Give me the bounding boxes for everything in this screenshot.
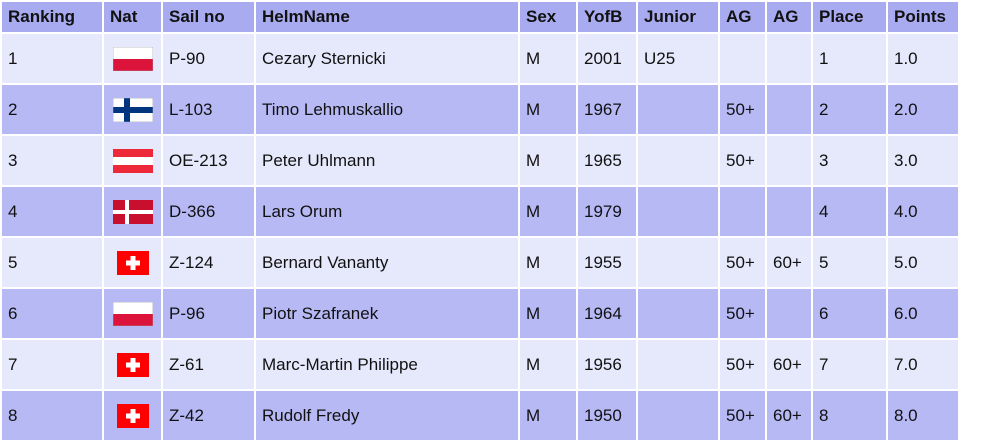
cell-place: 6	[813, 289, 886, 338]
cell-place: 4	[813, 187, 886, 236]
cell-yofb: 1965	[578, 136, 636, 185]
table-row	[2, 340, 958, 389]
cell-junior	[638, 340, 718, 389]
cell-helm-name: Timo Lehmuskallio	[256, 85, 518, 134]
cell-points: 7.0	[888, 340, 958, 389]
cell-junior	[638, 187, 718, 236]
cell-yofb: 1979	[578, 187, 636, 236]
cell-nat	[104, 85, 161, 134]
cell-points: 5.0	[888, 238, 958, 287]
cell-yofb: 1950	[578, 391, 636, 440]
cell-ag-1: 50+	[720, 289, 765, 338]
cell-sail-no: P-96	[163, 289, 254, 338]
cell-helm-name: Lars Orum	[256, 187, 518, 236]
cell-sail-no: L-103	[163, 85, 254, 134]
switzerland-flag-icon	[113, 353, 153, 377]
cell-ag-2: 60+	[767, 340, 811, 389]
table-row	[2, 136, 958, 185]
table-row	[2, 289, 958, 338]
cell-points: 2.0	[888, 85, 958, 134]
cell-ranking: 5	[2, 238, 102, 287]
cell-sex: M	[520, 85, 576, 134]
cell-yofb: 1956	[578, 340, 636, 389]
cell-sail-no: Z-42	[163, 391, 254, 440]
header-row	[2, 2, 958, 32]
cell-helm-name: Peter Uhlmann	[256, 136, 518, 185]
cell-sex: M	[520, 136, 576, 185]
header-ranking: Ranking	[2, 2, 102, 32]
cell-ag-2	[767, 34, 811, 83]
header-junior: Junior	[638, 2, 718, 32]
cell-points: 1.0	[888, 34, 958, 83]
header-ag-1: AG	[720, 2, 765, 32]
cell-nat	[104, 340, 161, 389]
cell-points: 3.0	[888, 136, 958, 185]
switzerland-flag-icon	[113, 404, 153, 428]
cell-nat	[104, 34, 161, 83]
cell-nat	[104, 289, 161, 338]
cell-ranking: 2	[2, 85, 102, 134]
header-helm-name: HelmName	[256, 2, 518, 32]
cell-yofb: 2001	[578, 34, 636, 83]
cell-ag-1: 50+	[720, 238, 765, 287]
austria-flag-icon	[113, 149, 153, 173]
table-row	[2, 34, 958, 83]
cell-ranking: 6	[2, 289, 102, 338]
cell-yofb: 1967	[578, 85, 636, 134]
cell-ag-2: 60+	[767, 391, 811, 440]
cell-junior: U25	[638, 34, 718, 83]
cell-ag-2	[767, 136, 811, 185]
cell-nat	[104, 238, 161, 287]
cell-sex: M	[520, 238, 576, 287]
cell-junior	[638, 85, 718, 134]
table-row	[2, 391, 958, 440]
cell-ag-1: 50+	[720, 136, 765, 185]
cell-junior	[638, 136, 718, 185]
header-yofb: YofB	[578, 2, 636, 32]
cell-points: 4.0	[888, 187, 958, 236]
cell-junior	[638, 391, 718, 440]
denmark-flag-icon	[113, 200, 153, 224]
poland-flag-icon	[113, 302, 153, 326]
cell-helm-name: Bernard Vananty	[256, 238, 518, 287]
cell-yofb: 1955	[578, 238, 636, 287]
cell-ag-2	[767, 187, 811, 236]
cell-place: 1	[813, 34, 886, 83]
cell-place: 5	[813, 238, 886, 287]
cell-points: 8.0	[888, 391, 958, 440]
cell-ranking: 1	[2, 34, 102, 83]
cell-sail-no: OE-213	[163, 136, 254, 185]
cell-helm-name: Marc-Martin Philippe	[256, 340, 518, 389]
cell-ag-2	[767, 289, 811, 338]
cell-junior	[638, 289, 718, 338]
cell-ag-1: 50+	[720, 340, 765, 389]
cell-helm-name: Rudolf Fredy	[256, 391, 518, 440]
cell-nat	[104, 136, 161, 185]
switzerland-flag-icon	[113, 251, 153, 275]
cell-ag-2	[767, 85, 811, 134]
cell-sail-no: Z-124	[163, 238, 254, 287]
cell-nat	[104, 391, 161, 440]
cell-ranking: 4	[2, 187, 102, 236]
cell-sail-no: Z-61	[163, 340, 254, 389]
table-row	[2, 187, 958, 236]
cell-sail-no: P-90	[163, 34, 254, 83]
cell-place: 7	[813, 340, 886, 389]
cell-ranking: 3	[2, 136, 102, 185]
header-place: Place	[813, 2, 886, 32]
cell-sex: M	[520, 34, 576, 83]
cell-sex: M	[520, 187, 576, 236]
finland-flag-icon	[113, 98, 153, 122]
cell-nat	[104, 187, 161, 236]
header-sex: Sex	[520, 2, 576, 32]
cell-sex: M	[520, 340, 576, 389]
cell-helm-name: Piotr Szafranek	[256, 289, 518, 338]
cell-sex: M	[520, 289, 576, 338]
cell-sail-no: D-366	[163, 187, 254, 236]
cell-points: 6.0	[888, 289, 958, 338]
cell-ag-1	[720, 187, 765, 236]
cell-ranking: 8	[2, 391, 102, 440]
cell-ag-1: 50+	[720, 85, 765, 134]
table-row	[2, 85, 958, 134]
cell-ag-2: 60+	[767, 238, 811, 287]
cell-ranking: 7	[2, 340, 102, 389]
cell-junior	[638, 238, 718, 287]
cell-place: 3	[813, 136, 886, 185]
cell-place: 2	[813, 85, 886, 134]
cell-ag-1	[720, 34, 765, 83]
cell-yofb: 1964	[578, 289, 636, 338]
cell-place: 8	[813, 391, 886, 440]
header-points: Points	[888, 2, 958, 32]
header-ag-2: AG	[767, 2, 811, 32]
header-nat: Nat	[104, 2, 161, 32]
cell-sex: M	[520, 391, 576, 440]
table-row	[2, 238, 958, 287]
cell-ag-1: 50+	[720, 391, 765, 440]
poland-flag-icon	[113, 47, 153, 71]
header-sail-no: Sail no	[163, 2, 254, 32]
cell-helm-name: Cezary Sternicki	[256, 34, 518, 83]
